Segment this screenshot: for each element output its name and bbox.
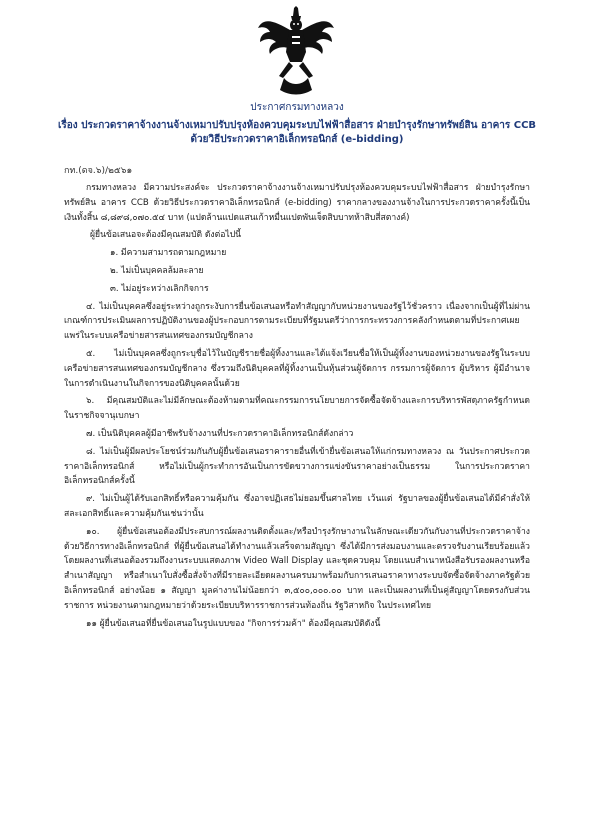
qualification-lead: ผู้ยื่นข้อเสนอจะต้องมีคุณสมบัติ ดังต่อไปนี้	[90, 230, 242, 241]
qualification-paragraph: ๗. เป็นนิติบุคคลผู้มีอาชีพรับจ้างงานที่ประกวดราคาอิเล็กทรอนิกส์ดังกล่าว	[86, 428, 354, 439]
qualification-paragraph: ๔. ไม่เป็นบุคคลซึ่งอยู่ระหว่างถูกระงับการยื่นข้อเสนอหรือทำสัญญากับหน่วยงานของรัฐไว้ชั่วคราว เนื่องจากเป็นผู้ที่ไม่ผ่านเกณฑ์การประเมินผลการปฏิบัติงานของผู้ประกอบการตามระเบียบที่รัฐมนตรีว่าการกระทรวงการคลังกำหนดตามที่ประกาศเผยแพร่ในระบบเครือข่ายสารสนเทศของกรมบัญชีกลาง	[64, 301, 530, 342]
garuda-emblem-icon	[256, 6, 336, 98]
qualification-paragraph: ๖. มีคุณสมบัติและไม่มีลักษณะต้องห้ามตามที่คณะกรรมการนโยบายการจัดซื้อจัดจ้างและการบริหารพัสดุภาครัฐกำหนดในราชกิจจานุเบกษา	[64, 396, 530, 422]
announcement-title: ประกาศกรมทางหลวง	[250, 102, 344, 113]
qualification-paragraph: ๘. ไม่เป็นผู้มีผลประโยชน์ร่วมกันกับผู้ยื่นข้อเสนอราคารายอื่นที่เข้ายื่นข้อเสนอให้แก่กรมทางหลวง ณ วันประกาศประกวดราคาอิเล็กทรอนิกส์ หรือไม่เป็นผู้กระทำการอันเป็นการขัดขวางการแข่งขันราคาอย่างเป็นธรรม ในการประกวดราคาอิเล็กทรอนิกส์ครั้งนี้	[64, 446, 530, 487]
qualification-paragraph: ๑๑ ผู้ยื่นข้อเสนอที่ยื่นข้อเสนอในรูปแบบของ "กิจการร่วมค้า" ต้องมีคุณสมบัติดังนี้	[86, 618, 381, 629]
document-number: กท.(ดจ.๖)/๒๕๖๑	[64, 166, 133, 176]
announcement-body	[0, 181, 594, 634]
qualification-item: ๓. ไม่อยู่ระหว่างเลิกกิจการ	[110, 283, 209, 294]
qualification-paragraph: ๑๐. ผู้ยื่นข้อเสนอต้องมีประสบการณ์ผลงานติดตั้งและ/หรือบำรุงรักษางานในลักษณะเดียวกันกับงานที่ประกวดราคาจ้างด้วยวิธีการทางอิเล็กทรอนิกส์ ที่ผู้ยื่นข้อเสนอได้ทำงานแล้วเสร็จตามสัญญา ซึ่งได้มีการส่งมอบงานและตรวจรับงานเรียบร้อยแล้ว โดยผลงานที่เสนอต้องรวมถึงงานระบบแสดงภาพ Video Wall Display และชุดควบคุม โดยแนบสำเนาหนังสือรับรองผลงานหรือสำเนาสัญญา หรือสำเนาใบสั่งซื้อสั่งจ้างที่มีรายละเอียดผลงานครบมาพร้อมกับการเสนอราคาทางระบบจัดซื้อจัดจ้างภาครัฐด้วยอิเล็กทรอนิกส์ อย่างน้อย ๑ สัญญา มูลค่างานไม่น้อยกว่า ๓,๕๐๐,๐๐๐.๐๐ บาท และเป็นผลงานที่เป็นคู่สัญญาโดยตรงกับส่วนราชการ หน่วยงานตามกฎหมายว่าด้วยระเบียบบริหารราชการส่วนท้องถิ่น รัฐวิสาหกิจ ในประเทศไทย	[64, 526, 530, 611]
qualification-item: ๒. ไม่เป็นบุคคลล้มละลาย	[110, 265, 204, 276]
subject-line: เรื่อง ประกวดราคาจ้างงานจ้างเหมาปรับปรุงห้องควบคุมระบบไฟฟ้าสื่อสาร ฝ่ายบำรุงรักษาทรัพย์สิน อาคาร CCB ด้วยวิธีประกวดราคาอิเล็กทรอนิกส์ (e-bidding)	[57, 120, 537, 145]
intro-paragraph: กรมทางหลวง มีความประสงค์จะ ประกวดราคาจ้างงานจ้างเหมาปรับปรุงห้องควบคุมระบบไฟฟ้าสื่อสาร ฝ่ายบำรุงรักษาทรัพย์สิน อาคาร CCB ด้วยวิธีประกวดราคาอิเล็กทรอนิกส์ (e-bidding) ราคากลางของงานจ้างในการประกวดราคาครั้งนี้เป็นเงินทั้งสิ้น ๘,๘๙๘,๐๗๐.๕๔ บาท (แปดล้านแปดแสนเก้าหมื่นแปดพันเจ็ดสิบบาทห้าสิบสี่สตางค์)	[64, 183, 530, 223]
qualification-paragraph: ๕. ไม่เป็นบุคคลซึ่งถูกระบุชื่อไว้ในบัญชีรายชื่อผู้ทิ้งงานและได้แจ้งเวียนชื่อให้เป็นผู้ทิ้งงานของหน่วยงานของรัฐในระบบเครือข่ายสารสนเทศของกรมบัญชีกลาง ซึ่งรวมถึงนิติบุคคลที่ผู้ทิ้งงานเป็นหุ้นส่วนผู้จัดการ กรรมการผู้จัดการ ผู้บริหาร ผู้มีอำนาจในการดำเนินงานในกิจการของนิติบุคคลนั้นด้วย	[64, 348, 530, 389]
qualification-item: ๑. มีความสามารถตามกฎหมาย	[110, 248, 227, 259]
qualification-paragraph: ๙. ไม่เป็นผู้ได้รับเอกสิทธิ์หรือความคุ้มกัน ซึ่งอาจปฏิเสธไม่ยอมขึ้นศาลไทย เว้นแต่ รัฐบาลของผู้ยื่นข้อเสนอได้มีคำสั่งให้สละเอกสิทธิ์และความคุ้มกันเช่นว่านั้น	[64, 494, 530, 519]
